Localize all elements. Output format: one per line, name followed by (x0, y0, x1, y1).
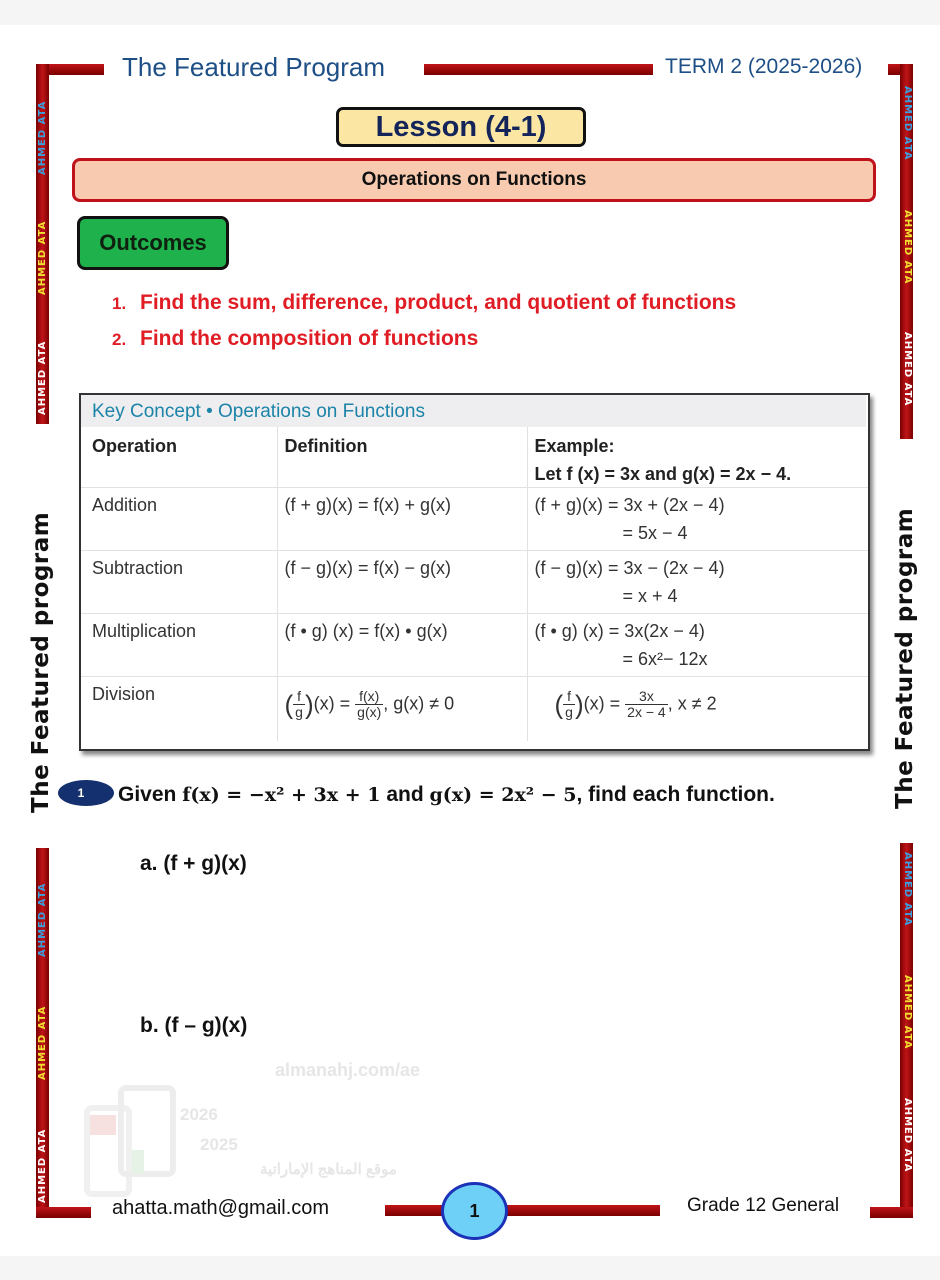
author-label: AHMED ATA (902, 975, 913, 1050)
frac-den: g (565, 704, 573, 720)
row-definition (277, 677, 527, 742)
lesson-title: Lesson (4-1) (336, 107, 586, 147)
frac-num: f(x) (355, 689, 383, 705)
frac-num: f (563, 689, 575, 705)
author-label: AHMED ATA (37, 882, 48, 957)
header-definition: Definition (277, 427, 527, 488)
table-row (81, 614, 868, 677)
row-example (527, 488, 868, 551)
outcome-item (112, 290, 736, 326)
question-and: and (386, 783, 424, 806)
page-number: 1 (441, 1182, 508, 1240)
row-definition: (f • g) (x) = f(x) • g(x) (277, 614, 527, 677)
term-label: TERM 2 (2025-2026) (665, 55, 863, 78)
top-margin (0, 0, 940, 25)
row-operation: Subtraction (81, 551, 277, 614)
fraction (625, 689, 668, 720)
fraction (293, 689, 305, 720)
frame-top-middle-bar (424, 64, 653, 75)
g-expression: g(x) = 2x² − 5 (429, 784, 577, 806)
row-example (527, 551, 868, 614)
ex-mid: (x) = (583, 693, 621, 714)
paren: ) (304, 689, 314, 720)
question-number-badge: 1 (58, 780, 114, 806)
f-expression: f(x) = −x² + 3x + 1 (182, 784, 381, 806)
question-text (118, 777, 818, 813)
watermark-year-right: 2025 (200, 1135, 238, 1154)
example-line-2: = 5x − 4 (622, 523, 688, 543)
frac-num: f (293, 689, 305, 705)
watermark-flag-red (90, 1115, 116, 1135)
program-title: The Featured Program (122, 52, 386, 82)
frac-den: g(x) (357, 704, 382, 720)
row-definition: (f + g)(x) = f(x) + g(x) (277, 488, 527, 551)
author-label: AHMED ATA (902, 210, 913, 285)
paren: ( (284, 689, 294, 720)
header-example-sub: Let f (x) = 3x and g(x) = 2x − 4. (534, 464, 792, 484)
row-operation: Addition (81, 488, 277, 551)
bottom-margin (0, 1256, 940, 1280)
author-label: AHMED ATA (902, 852, 913, 927)
question-part-b: b. (f – g)(x) (140, 1014, 248, 1037)
table-header-row (81, 427, 868, 488)
row-example (527, 614, 868, 677)
grade-label: Grade 12 General (687, 1195, 840, 1216)
author-label: AHMED ATA (37, 1005, 48, 1080)
outcome-item (112, 326, 736, 362)
example-line-2: = 6x²− 12x (622, 649, 708, 669)
example-line-1: (f + g)(x) = 3x + (2x − 4) (534, 495, 725, 515)
author-label: AHMED ATA (37, 1128, 48, 1203)
row-operation: Division (81, 677, 277, 742)
watermark-phone-icon (118, 1085, 176, 1177)
example-line-1: (f − g)(x) = 3x − (2x − 4) (534, 558, 725, 578)
author-label: AHMED ATA (902, 86, 913, 161)
outcome-number: 1. (112, 294, 127, 313)
example-line-1: (f • g) (x) = 3x(2x − 4) (534, 621, 705, 641)
example-line-2: = x + 4 (622, 586, 678, 606)
footer-bar-right (505, 1205, 660, 1216)
header-operation: Operation (92, 436, 178, 456)
row-operation: Multiplication (81, 614, 277, 677)
author-label: AHMED ATA (902, 1098, 913, 1173)
table-row (81, 551, 868, 614)
watermark-flag-green (132, 1150, 144, 1174)
paren: ) (574, 689, 584, 720)
key-concept-title: Key Concept • Operations on Functions (81, 395, 866, 427)
frac-num: 3x (625, 689, 668, 705)
ex-tail: , x ≠ 2 (667, 693, 717, 714)
table-row (81, 677, 868, 742)
outcomes-heading: Outcomes (77, 216, 229, 270)
paren: ( (554, 689, 564, 720)
frac-den: g (295, 704, 303, 720)
fraction (563, 689, 575, 720)
operations-table (81, 427, 868, 741)
header-example (527, 427, 868, 488)
watermark-arabic: موقع المناهج الإماراتية (260, 1161, 397, 1178)
key-concept-box (79, 393, 870, 751)
author-label: AHMED ATA (37, 220, 48, 295)
frame-bottom-left-bar (36, 1207, 91, 1218)
table-row (81, 488, 868, 551)
def-tail: , g(x) ≠ 0 (383, 693, 455, 714)
author-label: AHMED ATA (37, 340, 48, 415)
row-example (527, 677, 868, 742)
watermark-site: almanahj.com/ae (275, 1060, 421, 1080)
outcome-text: Find the sum, difference, product, and quotient of functions (140, 291, 737, 314)
side-program-label-left: The Featured program (28, 511, 54, 813)
question-part-a: a. (f + g)(x) (140, 852, 247, 875)
author-label: AHMED ATA (902, 332, 913, 407)
fraction (355, 689, 383, 720)
footer-bar-left (385, 1205, 445, 1216)
frame-bottom-right-bar (870, 1207, 913, 1218)
header-example-label: Example: (534, 436, 615, 456)
def-mid: (x) = (313, 693, 351, 714)
question-suffix: , find each function. (576, 783, 775, 806)
frac-den: 2x − 4 (627, 704, 666, 720)
outcome-text: Find the composition of functions (140, 327, 479, 350)
outcome-number: 2. (112, 330, 127, 349)
watermark-year-left: 2026 (180, 1105, 218, 1124)
row-definition: (f − g)(x) = f(x) − g(x) (277, 551, 527, 614)
outcomes-list (112, 290, 736, 362)
side-program-label-right: The Featured program (892, 507, 918, 809)
question-given: Given (118, 783, 177, 806)
author-label: AHMED ATA (37, 100, 48, 175)
lesson-topic: Operations on Functions (72, 158, 876, 202)
author-email: ahatta.math@gmail.com (112, 1197, 330, 1219)
